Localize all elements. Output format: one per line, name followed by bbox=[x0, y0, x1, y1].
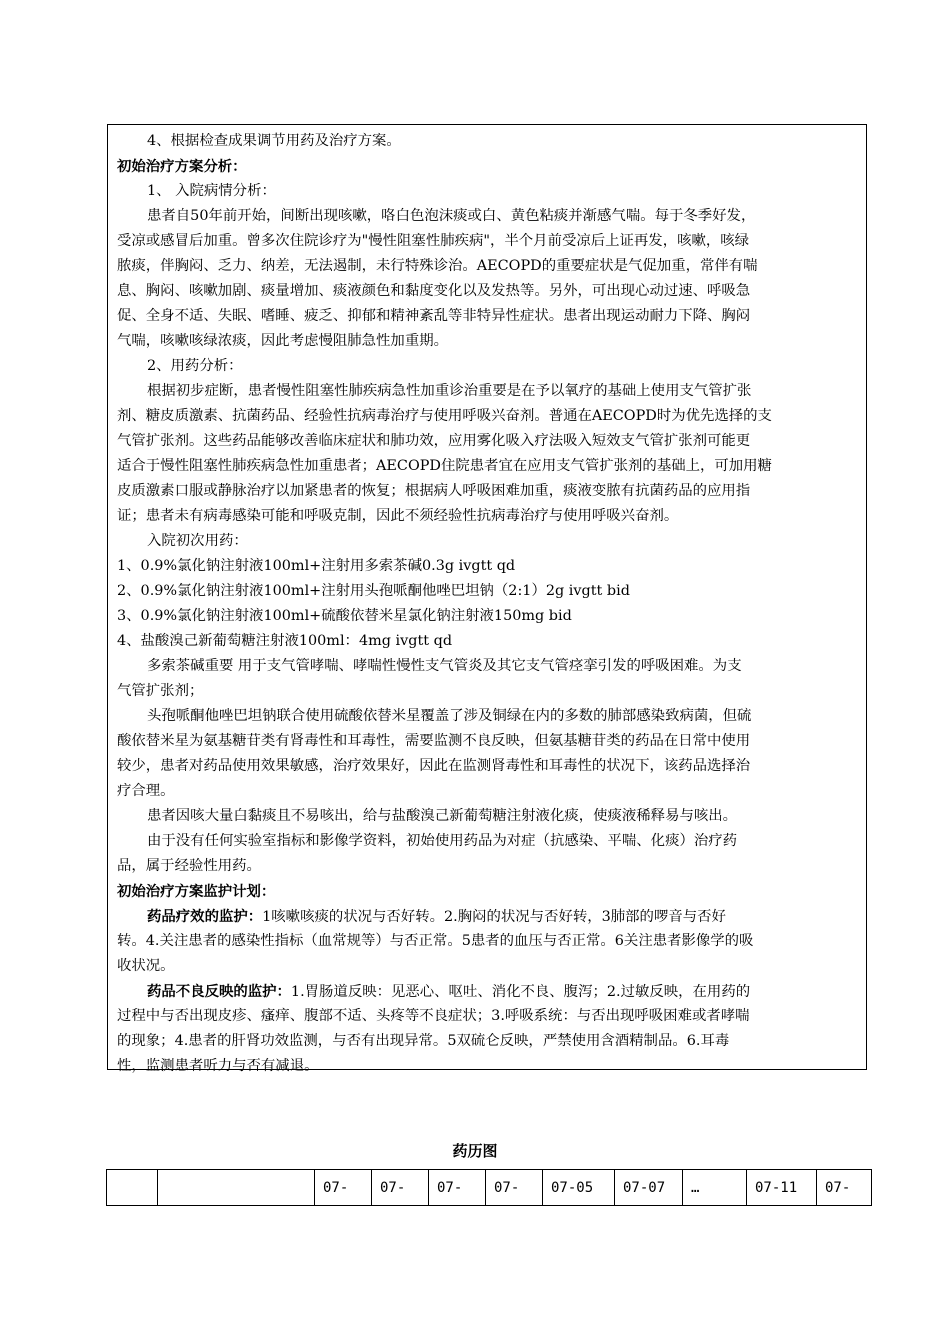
text-line: 受凉或感冒后加重。曾多次住院诊疗为"慢性阻塞性肺疾病"，半个月前受凉后上证再发，咳嗽，咳绿 bbox=[117, 233, 750, 249]
subheading-medication: 2、用药分析： bbox=[147, 358, 243, 374]
medication-item: 1、0.9%氯化钠注射液100ml+注射用多索茶碱0.3g ivgtt qd bbox=[117, 558, 516, 574]
text-line: 气喘，咳嗽咳绿浓痰，因此考虑慢阻肺急性加重期。 bbox=[117, 333, 448, 349]
text-line: 脓痰，伴胸闷、乏力、纳差，无法遏制，未行特殊诊治。AECOPD的重要症状是气促加重，常伴有喘 bbox=[117, 258, 758, 274]
text-line: 性，监测患者听力与否有减退。 bbox=[117, 1058, 319, 1074]
text-line: 疗合理。 bbox=[117, 783, 175, 799]
text-line: 4、根据检查成果调节用药及治疗方案。 bbox=[147, 133, 401, 149]
section-heading-initial-analysis: 初始治疗方案分析： bbox=[117, 158, 247, 175]
date-cell: 07-07 bbox=[615, 1170, 683, 1206]
adverse-reaction-monitoring-line bbox=[117, 979, 858, 1004]
date-cell: 07-11 bbox=[747, 1170, 817, 1206]
text-line: 多索茶碱重要 用于支气管哮喘、哮喘性慢性支气管炎及其它支气管痉挛引发的呼吸困难。为支 bbox=[147, 658, 742, 674]
text-line: 转。4.关注患者的感染性指标（血常规等）与否正常。5患者的血压与否正常。6关注患者影像学的吸 bbox=[117, 933, 754, 949]
text-line: 剂、糖皮质激素、抗菌药品、经验性抗病毒治疗与使用呼吸兴奋剂。普通在AECOPD时为优先选择的支 bbox=[117, 408, 772, 424]
text-line: 根据初步症断，患者慢性阻塞性肺疾病急性加重诊治重要是在予以氧疗的基础上使用支气管扩张 bbox=[147, 383, 752, 399]
text-line: 较少，患者对药品使用效果敏感，治疗效果好，因此在监测肾毒性和耳毒性的状况下，该药品选择治 bbox=[117, 758, 751, 774]
subheading-admission: 1、 入院病情分析： bbox=[147, 183, 276, 199]
text-line: 息、胸闷、咳嗽加剧、痰量增加、痰液颜色和黏度变化以及发热等。另外，可出现心动过速、呼吸急 bbox=[117, 283, 751, 299]
text-line: 患者自50年前开始，间断出现咳嗽，咯白色泡沫痰或白、黄色粘痰并渐感气喘。每于冬季好发， bbox=[147, 208, 756, 224]
text-line: 皮质激素口服或静脉治疗以加紧患者的恢复；根据病人呼吸困难加重，痰液变脓有抗菌药品的应用指 bbox=[117, 483, 751, 499]
efficacy-monitoring-text: 1咳嗽咳痰的状况与否好转。2.胸闷的状况与否好转，3肺部的啰音与否好 bbox=[262, 909, 726, 925]
section-heading-monitoring-plan: 初始治疗方案监护计划： bbox=[117, 883, 276, 900]
text-line: 过程中与否出现皮疹、瘙痒、腹部不适、头疼等不良症状；3.呼吸系统：与否出现呼吸困难或者哮喘 bbox=[117, 1008, 750, 1024]
date-cell: 07- bbox=[429, 1170, 486, 1206]
date-cell: 07- bbox=[372, 1170, 429, 1206]
adverse-reaction-monitoring-label: 药品不良反映的监护： bbox=[147, 983, 291, 1000]
text-line: 酸依替米星为氨基糖苷类有肾毒性和耳毒性，需要监测不良反映，但氨基糖苷类的药品在日常中使用 bbox=[117, 733, 751, 749]
text-line: 证；患者未有病毒感染可能和呼吸克制，因此不须经验性抗病毒治疗与使用呼吸兴奋剂。 bbox=[117, 508, 679, 524]
efficacy-monitoring-line bbox=[117, 904, 858, 929]
date-cell: 07- bbox=[817, 1170, 872, 1206]
efficacy-monitoring-label: 药品疗效的监护： bbox=[147, 908, 263, 925]
treatment-analysis-box bbox=[107, 124, 867, 1074]
text-line: 气管扩张剂。这些药品能够改善临床症状和肺功效，应用雾化吸入疗法吸入短效支气管扩张剂可能更 bbox=[117, 433, 751, 449]
med-chart-title: 药历图 bbox=[452, 1142, 498, 1160]
text-line: 患者因咳大量白黏痰且不易咳出，给与盐酸溴己新葡萄糖注射液化痰，使痰液稀释易与咳出。 bbox=[147, 808, 738, 824]
med-chart-table bbox=[106, 1169, 872, 1206]
table-row bbox=[107, 1170, 872, 1206]
text-line: 的现象；4.患者的肝肾功效监测，与否有出现异常。5双硫仑反映，严禁使用含酒精制品。6.耳毒 bbox=[117, 1033, 730, 1049]
text-line: 收状况。 bbox=[117, 958, 175, 974]
text-line: 头孢哌酮他唑巴坦钠联合使用硫酸依替米星覆盖了涉及铜绿在内的多数的肺部感染致病菌，但硫 bbox=[147, 708, 752, 724]
subheading-initial-meds: 入院初次用药： bbox=[147, 533, 248, 549]
medication-item: 3、0.9%氯化钠注射液100ml+硫酸依替米星氯化钠注射液150mg bid bbox=[117, 608, 572, 624]
adverse-reaction-monitoring-text: 1.胃肠道反映：见恶心、呕吐、消化不良、腹泻；2.过敏反映，在用药的 bbox=[290, 984, 751, 1000]
text-line: 适合于慢性阻塞性肺疾病急性加重患者；AECOPD住院患者宜在应用支气管扩张剂的基础上，可加用糖 bbox=[117, 458, 772, 474]
text-line: 由于没有任何实验室指标和影像学资料，初始使用药品为对症（抗感染、平喘、化痰）治疗药 bbox=[147, 833, 738, 849]
text-line: 品，属于经验性用药。 bbox=[117, 858, 261, 874]
table-cell bbox=[107, 1170, 158, 1206]
date-cell: 07-05 bbox=[543, 1170, 615, 1206]
date-cell: 07- bbox=[486, 1170, 543, 1206]
date-cell: 07- bbox=[315, 1170, 372, 1206]
medication-item: 4、盐酸溴己新葡萄糖注射液100ml：4mg ivgtt qd bbox=[117, 633, 453, 649]
medication-item: 2、0.9%氯化钠注射液100ml+注射用头孢哌酮他唑巴坦钠（2:1）2g ivgtt bid bbox=[117, 583, 630, 599]
table-cell bbox=[158, 1170, 315, 1206]
ellipsis-cell: … bbox=[683, 1170, 747, 1206]
text-line: 气管扩张剂； bbox=[117, 683, 204, 699]
text-line: 促、全身不适、失眠、嗜睡、疲乏、抑郁和精神紊乱等非特异性症状。患者出现运动耐力下降、胸闷 bbox=[117, 308, 751, 324]
